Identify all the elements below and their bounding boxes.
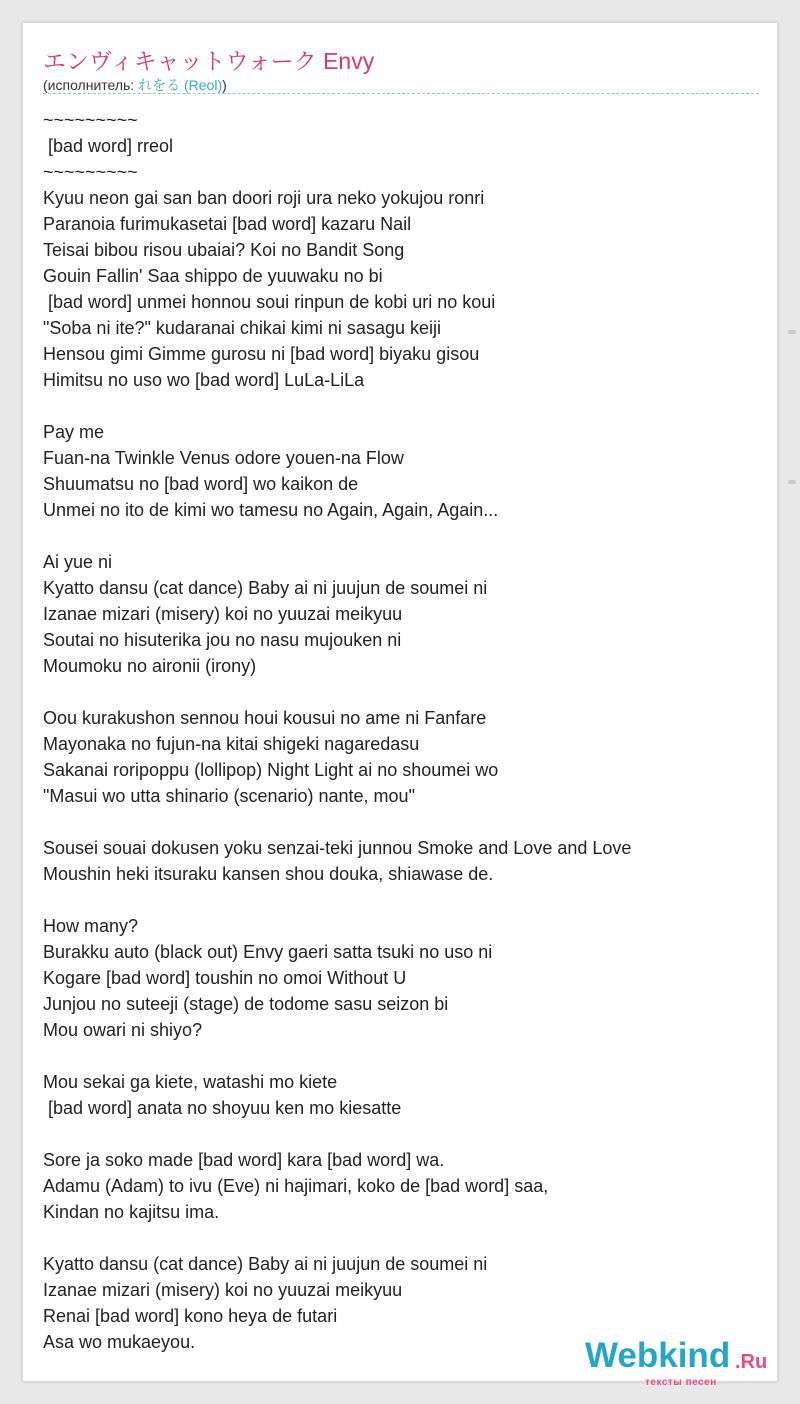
artist-link[interactable]: れをる (Reol) — [138, 77, 223, 93]
artist-line — [43, 75, 227, 95]
lyrics-line: Pay me — [43, 422, 105, 442]
lyrics-line: Fuan-na Twinkle Venus odore youen-na Flow — [43, 448, 404, 468]
lyrics-line: Moumoku no aironii (irony) — [43, 656, 257, 676]
lyrics-blank-line — [43, 887, 759, 913]
lyrics-line: Kindan no kajitsu ima. — [43, 1202, 220, 1222]
logo-tagline: тексты песен — [645, 1377, 717, 1388]
logo-domain-suffix: .Ru — [735, 1351, 768, 1373]
site-logo[interactable] — [585, 1336, 785, 1386]
lyrics-line: Izanae mizari (misery) koi no yuuzai meikyuu — [43, 604, 403, 624]
lyrics-line: Burakku auto (black out) Envy gaeri satta tsuki no uso ni — [43, 942, 493, 962]
lyrics-line: Himitsu no uso wo [bad word] LuLa-LiLa — [43, 370, 365, 390]
lyrics-line: Hensou gimi Gimme gurosu ni [bad word] biyaku gisou — [43, 344, 480, 364]
lyrics-line: Sakanai roripoppu (lollipop) Night Light ai no shoumei wo — [43, 760, 499, 780]
lyrics-line: Kogare [bad word] toushin no omoi Without U — [43, 968, 407, 988]
lyrics-line: Kyatto dansu (cat dance) Baby ai ni juujun de soumei ni — [43, 578, 488, 598]
lyrics-line: Teisai bibou risou ubaiai? Koi no Bandit Song — [43, 240, 405, 260]
lyrics-blank-line — [43, 809, 759, 835]
lyrics-line: Moushin heki itsuraku kansen shou douka, shiawase de. — [43, 864, 494, 884]
lyrics-line: Mou owari ni shiyo? — [43, 1020, 203, 1040]
lyrics-line: Paranoia furimukasetai [bad word] kazaru Nail — [43, 214, 412, 234]
song-title: エンヴィキャットウォーク Envy — [43, 48, 375, 74]
lyrics-line: [bad word] rreol — [43, 136, 174, 156]
lyrics-line: Kyuu neon gai san ban doori roji ura neko yokujou ronri — [43, 188, 485, 208]
side-decoration — [788, 480, 796, 484]
lyrics-line: Adamu (Adam) to ivu (Eve) ni hajimari, koko de [bad word] saa, — [43, 1176, 549, 1196]
lyrics-line: Sousei souai dokusen yoku senzai-teki junnou Smoke and Love and Love — [43, 838, 632, 858]
lyrics-blank-line — [43, 393, 759, 419]
lyrics-line: Oou kurakushon sennou houi kousui no ame ni Fanfare — [43, 708, 487, 728]
lyrics-line: Junjou no suteeji (stage) de todome sasu seizon bi — [43, 994, 449, 1014]
lyrics-line: Renai [bad word] kono heya de futari — [43, 1306, 338, 1326]
lyrics-line: Shuumatsu no [bad word] wo kaikon de — [43, 474, 359, 494]
lyrics-line: Sore ja soko made [bad word] kara [bad word] wa. — [43, 1150, 445, 1170]
artist-suffix: ) — [222, 77, 227, 93]
lyrics-blank-line — [43, 679, 759, 705]
lyrics-line: Soutai no hisuterika jou no nasu mujouken ni — [43, 630, 402, 650]
lyrics-line: Izanae mizari (misery) koi no yuuzai meikyuu — [43, 1280, 403, 1300]
lyrics-blank-line — [43, 1121, 759, 1147]
lyrics-line: Mou sekai ga kiete, watashi mo kiete — [43, 1072, 338, 1092]
lyrics-line: [bad word] unmei honnou soui rinpun de kobi uri no koui — [43, 292, 496, 312]
lyrics-line: Mayonaka no fujun-na kitai shigeki nagaredasu — [43, 734, 420, 754]
lyrics-line: "Soba ni ite?" kudaranai chikai kimi ni sasagu keiji — [43, 318, 441, 338]
lyrics-line: ~~~~~~~~~ — [43, 162, 138, 182]
lyrics-blank-line — [43, 523, 759, 549]
lyrics-line: ~~~~~~~~~ — [43, 110, 138, 130]
lyrics-page — [22, 22, 778, 1388]
lyrics-line: Kyatto dansu (cat dance) Baby ai ni juujun de soumei ni — [43, 1254, 488, 1274]
lyrics-line: [bad word] anata no shoyuu ken mo kiesatte — [43, 1098, 402, 1118]
lyrics-line: Asa wo mukaeyou. — [43, 1332, 196, 1352]
header-divider — [43, 93, 759, 94]
logo-wordmark: Webkind — [585, 1336, 731, 1375]
lyrics-line: "Masui wo utta shinario (scenario) nante, mou" — [43, 786, 415, 806]
lyrics-line: Gouin Fallin' Saa shippo de yuuwaku no bi — [43, 266, 383, 286]
lyrics-blank-line — [43, 1225, 759, 1251]
lyrics-blank-line — [43, 1043, 759, 1069]
artist-prefix: (исполнитель: — [43, 77, 139, 93]
lyrics-line: How many? — [43, 916, 139, 936]
lyrics-line: Unmei no ito de kimi wo tamesu no Again, Again, Again... — [43, 500, 499, 520]
side-decoration — [788, 330, 796, 334]
lyrics-line: Ai yue ni — [43, 552, 113, 572]
lyrics-body — [43, 107, 759, 1355]
